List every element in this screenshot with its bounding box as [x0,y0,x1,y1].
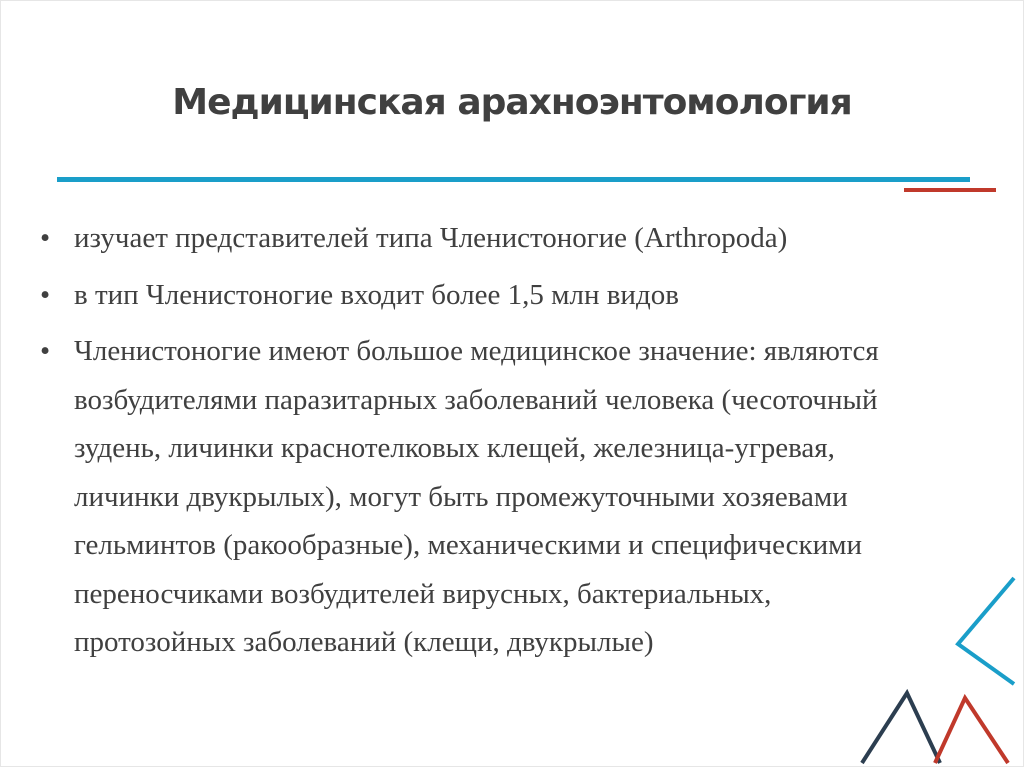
bullet-text: изучает представителей типа Членистоногие (Arthropoda) [74,222,788,254]
bullet-text: в тип Членистоногие входит более 1,5 млн видов [74,278,679,311]
slide-title: Медицинская арахноэнтомология [172,82,852,123]
bullet-dot: • [40,222,51,254]
bullet-dot: • [40,335,51,367]
bullet-text: Членистоногие имеют большое медицинское значение: являются возбудителями паразитарных заболеваний человека (чесоточный зудень, личинки краснотелковых клещей, железница-угревая, личинки двукрылых), могут быть промежуточными хозяевами гельминтов (ракообразные), механическими и специфическими переносчиками возбудителей вирусных, бактериальных, протозойных заболеваний (клещи, двукрылые) [74,335,879,658]
bullet-dot: • [40,278,51,311]
deco-blue-chevron [958,578,1014,684]
deco-red-chevron [935,698,1008,763]
deco-dark-chevron [862,693,940,763]
